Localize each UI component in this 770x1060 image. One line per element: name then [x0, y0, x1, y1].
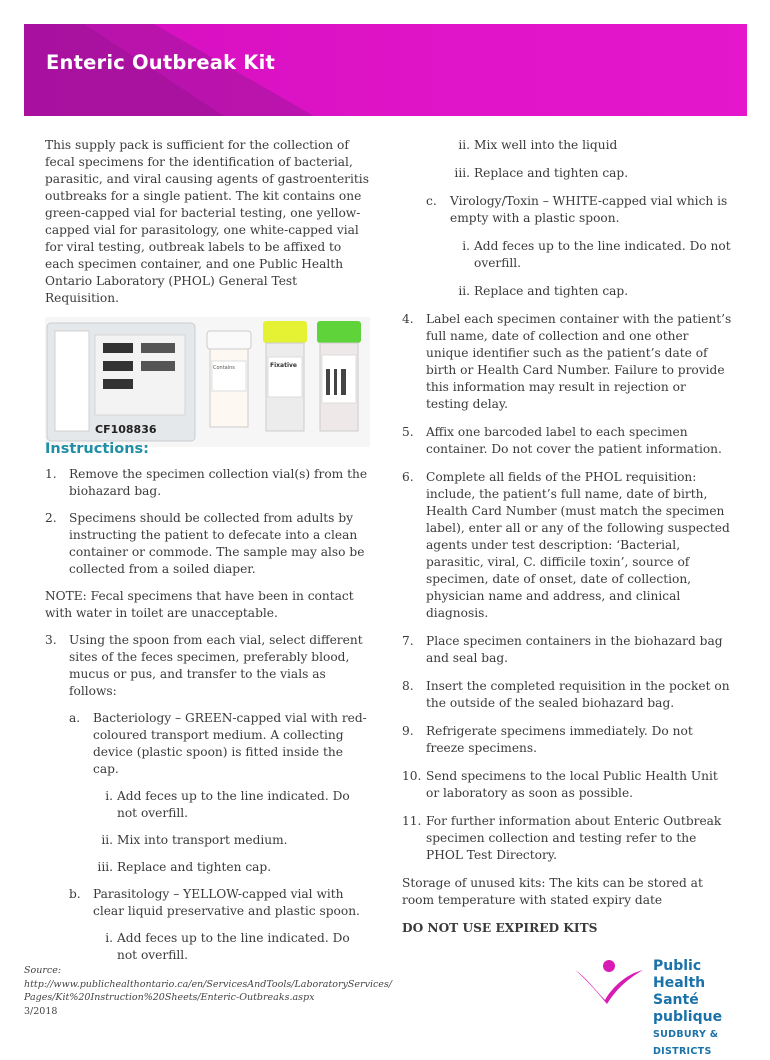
substep-b-iii	[450, 165, 732, 182]
yellow-vial-label: Fixative	[270, 362, 297, 369]
logo-line-english: Public Health	[653, 958, 706, 991]
substep-b-ii	[450, 137, 732, 154]
roman-text: Mix well into the liquid	[474, 138, 618, 152]
roman-number: iii.	[454, 166, 470, 180]
title-banner	[24, 24, 747, 116]
substep-text: Bacteriology – GREEN-capped vial with red-coloured transport medium. A collecting device (plastic spoon) is fitted inside the cap.	[93, 711, 367, 776]
step-text: Refrigerate specimens immediately. Do not freeze specimens.	[426, 724, 693, 755]
step-text: Place specimen containers in the biohazard bag and seal bag.	[426, 634, 723, 665]
step-number: 1.	[45, 467, 57, 481]
kit-photo-illustration	[45, 317, 370, 447]
step-1	[45, 466, 370, 500]
substep-a-iii	[93, 859, 370, 876]
substep-a-ii	[93, 832, 370, 849]
roman-number: i.	[105, 931, 113, 945]
roman-number: ii.	[458, 138, 470, 152]
step-number: 8.	[402, 679, 414, 693]
roman-text: Add feces up to the line indicated. Do not overfill.	[474, 239, 731, 270]
step-3	[45, 632, 370, 964]
right-column	[402, 137, 732, 937]
step-text: Affix one barcoded label to each specimen container. Do not cover the patient information.	[426, 425, 722, 456]
page-title: Enteric Outbreak Kit	[46, 51, 276, 74]
step-text: Send specimens to the local Public Health Unit or laboratory as soon as possible.	[426, 769, 718, 800]
roman-text: Add feces up to the line indicated. Do not overfill.	[117, 931, 350, 962]
step-number: 2.	[45, 511, 57, 525]
roman-text: Replace and tighten cap.	[474, 284, 629, 298]
step-number: 4.	[402, 312, 414, 326]
source-line-2: Pages/Kit%20Instruction%20Sheets/Enteric-Outbreaks.aspx	[24, 992, 315, 1003]
publication-date: 3/2018	[24, 1005, 58, 1017]
left-column	[45, 137, 370, 447]
roman-number: i.	[462, 239, 470, 253]
step-text: Specimens should be collected from adults by instructing the patient to defecate into a clean container or commode. The sample may also be collected from a soiled diaper.	[69, 511, 365, 576]
roman-text: Replace and tighten cap.	[117, 860, 272, 874]
kit-photo	[45, 317, 370, 447]
substep-c-i	[450, 238, 732, 272]
expired-warning: DO NOT USE EXPIRED KITS	[402, 921, 598, 935]
source-line-1: Source: http://www.publichealthontario.ca/en/ServicesAndTools/LaboratoryServices/	[24, 965, 393, 990]
step-8	[402, 678, 732, 712]
substep-letter: c.	[426, 194, 437, 208]
logo-line-french: Santé publique	[653, 992, 723, 1025]
step-number: 7.	[402, 634, 414, 648]
substep-a-i	[93, 788, 370, 822]
roman-number: i.	[105, 789, 113, 803]
roman-text: Mix into transport medium.	[117, 833, 288, 847]
step-6	[402, 469, 732, 622]
step-number: 5.	[402, 425, 414, 439]
substep-text: Virology/Toxin – WHITE-capped vial which is empty with a plastic spoon.	[450, 194, 728, 225]
public-health-logo	[573, 956, 753, 1057]
footer-source	[24, 964, 424, 1018]
step-number: 3.	[45, 633, 57, 647]
logo-line-region: SUDBURY & DISTRICTS	[653, 1029, 719, 1057]
step-number: 9.	[402, 724, 414, 738]
step-4	[402, 311, 732, 413]
substep-letter: a.	[69, 711, 81, 725]
storage-note: Storage of unused kits: The kits can be stored at room temperature with stated expiry date	[402, 876, 703, 907]
substep-letter: b.	[69, 887, 81, 901]
step-text: Complete all fields of the PHOL requisition: include, the patient’s full name, date of birth, Health Card Number (must match the specimen label), enter all or any of the following suspected agents under test description: ‘Bacterial, parasitic, viral, C. difficile toxin’, source of specimen, date of onset, date of collection, physician name and address, and clinical diagnosis.	[426, 470, 730, 620]
roman-number: ii.	[458, 284, 470, 298]
substep-a	[69, 710, 370, 876]
step-5	[402, 424, 732, 458]
white-vial-label: Contains	[213, 365, 235, 371]
step-number: 6.	[402, 470, 414, 484]
substep-b	[69, 886, 370, 964]
substep-b-i	[93, 930, 370, 964]
step-text: For further information about Enteric Outbreak specimen collection and testing refer to the PHOL Test Directory.	[426, 814, 722, 862]
substep-c-ii	[450, 283, 732, 300]
note-paragraph: NOTE: Fecal specimens that have been in contact with water in toilet are unacceptable.	[45, 589, 354, 620]
step-2	[45, 510, 370, 578]
logo-wordmark	[653, 958, 753, 1060]
step-11	[402, 813, 732, 864]
step-number: 10.	[402, 769, 422, 783]
instructions-left	[45, 466, 370, 964]
person-swoosh-icon	[573, 956, 645, 1008]
intro-paragraph: This supply pack is sufficient for the collection of fecal specimens for the identification of bacterial, parasitic, and viral causing agents of gastroenteritis outbreaks for a single patient. The kit contains one green-capped vial for bacterial testing, one yellow-capped vial for parasitology, one white-capped vial for viral testing, outbreak labels to be affixed to each specimen container, and one Public Health Ontario Laboratory (PHOL) General Test Requisition.	[45, 138, 369, 305]
step-10	[402, 768, 732, 802]
step-text: Label each specimen container with the patient’s full name, date of collection and one other unique identifier such as the patient’s date of birth or Health Card Number. Failure to provide this information may result in rejection or testing delay.	[426, 312, 732, 411]
roman-text: Add feces up to the line indicated. Do not overfill.	[117, 789, 350, 820]
bag-barcode-label: CF108836	[95, 423, 157, 436]
substep-c	[426, 193, 732, 300]
roman-text: Replace and tighten cap.	[474, 166, 629, 180]
step-9	[402, 723, 732, 757]
roman-number: ii.	[101, 833, 113, 847]
step-7	[402, 633, 732, 667]
step-text: Remove the specimen collection vial(s) from the biohazard bag.	[69, 467, 368, 498]
instructions-heading: Instructions:	[45, 441, 149, 457]
step-text: Using the spoon from each vial, select different sites of the feces specimen, preferably blood, mucus or pus, and transfer to the vials as follows:	[69, 633, 363, 698]
substep-text: Parasitology – YELLOW-capped vial with clear liquid preservative and plastic spoon.	[93, 887, 360, 918]
step-number: 11.	[402, 814, 422, 828]
step-text: Insert the completed requisition in the pocket on the outside of the sealed biohazard bag.	[426, 679, 730, 710]
roman-number: iii.	[97, 860, 113, 874]
